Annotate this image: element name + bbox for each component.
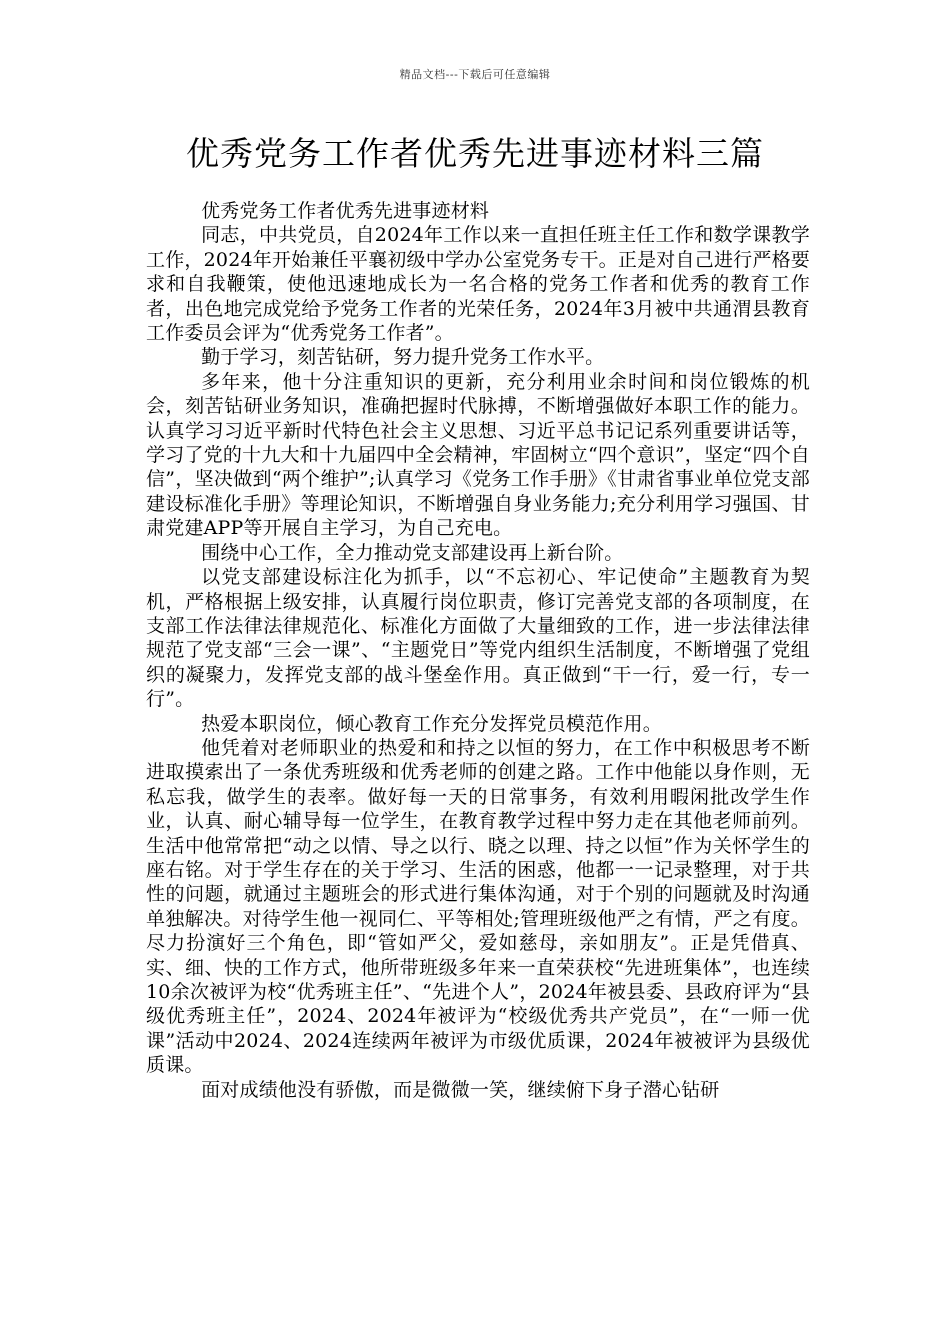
paragraph-closing: 面对成绩他没有骄傲，而是微微一笑，继续俯下身子潜心钻研 bbox=[201, 1078, 720, 1101]
paragraph-teaching: 他凭着对老师职业的热爱和和持之以恒的努力，在工作中积极思考不断进取摸索出了一条优秀班级和优秀老师的创建之路。工作中他能以身作则，无私忘我，做学生的表率。做好每一天的日常事务，有效利用暇闲批改学生作业，认真、耐心辅导每一位学生，在教育教学过程中努力走在其他老师前列。生活中他常常把“动之以情、导之以行、晓之以理、持之以恒”作为关怀学生的座右铭。对于学生存在的关于学习、生活的困惑，他都一一记录整理，对于共性的问题，就通过主题班会的形式进行集体沟通，对于个别的问题就及时沟通单独解决。对待学生他一视同仁、平等相处;管理班级他严之有情，严之有度。尽力扮演好三个角色，即“管如严父，爱如慈母，亲如朋友”。正是凭借真、实、细、快的工作方式，他所带班级多年来一直荣获校“先进班集体”，也连续10余次被评为校“优秀班主任”、“先进个人”，2024年被县委、县政府评为“县级优秀班主任”，2024、2024年被评为“校级优秀共产党员”，在“一师一优课”活动中2024、2024连续两年被评为市级优质课，2024年被被评为县级优质课。 bbox=[146, 736, 810, 1077]
paragraph-heading-party-branch: 围绕中心工作，全力推动党支部建设再上新台阶。 bbox=[201, 541, 624, 564]
paragraph-subtitle: 优秀党务工作者优秀先进事迹材料 bbox=[201, 200, 490, 222]
header-note: 精品文档---下载后可任意编辑 bbox=[399, 68, 551, 81]
paragraph-study: 多年来，他十分注重知识的更新，充分利用业余时间和岗位锻炼的机会，刻苦钻研业务知识，准确把握时代脉搏，不断增强做好本职工作的能力。认真学习习近平新时代特色社会主义思想、习近平总书记记系列重要讲话等，学习了党的十九大和十九届四中全会精神，牢固树立“四个意识”，坚定“四个自信”，坚决做到“两个维护”;认真学习《党务工作手册》《甘肃省事业单位党支部建设标准化手册》等理论知识，不断增强自身业务能力;充分利用学习强国、甘肃党建APP等开展自主学习，为自己充电。 bbox=[146, 370, 810, 540]
paragraph-heading-study: 勤于学习，刻苦钻研，努力提升党务工作水平。 bbox=[201, 346, 605, 369]
paragraph-intro: 同志，中共党员，自2024年工作以来一直担任班主任工作和数学课教学工作，2024年开始兼任平襄初级中学办公室党务专干。正是对自己进行严格要求和自我鞭策，使他迅速地成长为一名合格的党务工作者和优秀的教育工作者，出色地完成党给予党务工作者的光荣任务，2024年3月被中共通渭县教育工作委员会评为“优秀党务工作者”。 bbox=[146, 224, 810, 345]
paragraph-party-branch: 以党支部建设标注化为抓手，以“不忘初心、牢记使命”主题教育为契机，严格根据上级安排，认真履行岗位职责，修订完善党支部的各项制度，在支部工作法律法律规范化、标准化方面做了大量细致的工作，进一步法律法律规范了党支部“三会一课”、“主题党日”等党内组织生活制度，不断增强了党组织的凝聚力，发挥党支部的战斗堡垒作用。真正做到“干一行，爱一行，专一行”。 bbox=[146, 566, 810, 711]
document-title: 优秀党务工作者优秀先进事迹材料三篇 bbox=[186, 134, 764, 173]
document-body bbox=[146, 199, 810, 1102]
paragraph-heading-teaching: 热爱本职岗位，倾心教育工作充分发挥党员模范作用。 bbox=[201, 712, 662, 735]
